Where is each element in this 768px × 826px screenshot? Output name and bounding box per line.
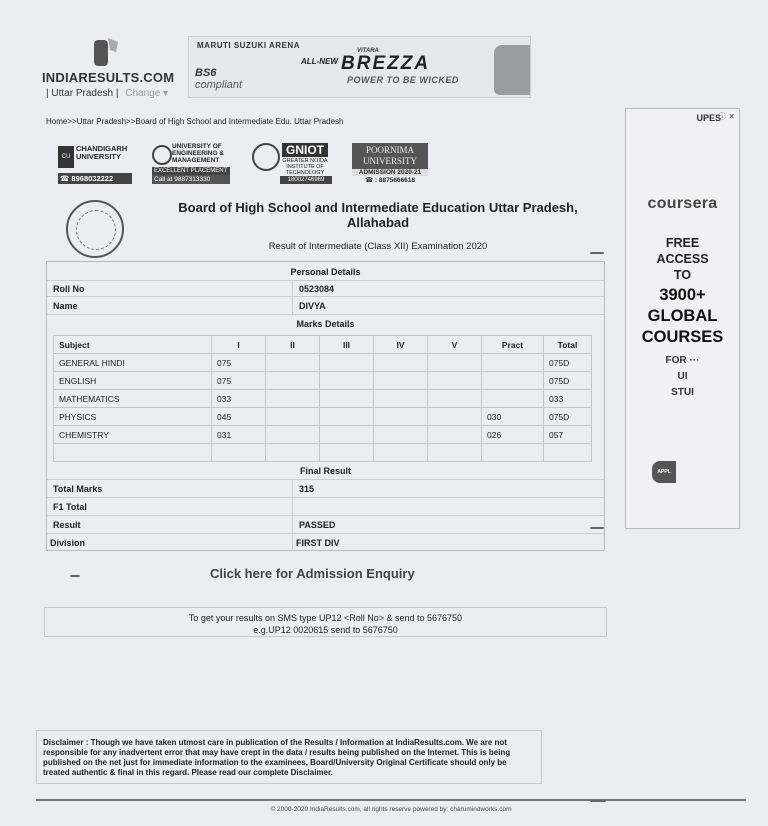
pract-cell [482,390,544,408]
total-cell: 075D [544,408,592,426]
subject-cell: ENGLISH [54,372,212,390]
uni-name: POORNIMA UNIVERSITY [352,143,428,169]
table-row [54,354,592,372]
roll-no-value: 0523084 [299,284,335,294]
final-result-heading: Final Result [299,466,351,476]
result-label: Result [53,520,81,530]
subject-cell: CHEMISTRY [54,426,212,444]
pract-cell: 026 [482,426,544,444]
change-region-link[interactable]: Change ▾ [125,88,169,99]
coursera-side-ad[interactable] [625,108,740,529]
uni-admission: ADMISSION 2020-21 [352,169,428,176]
ad-line: FREE [665,236,700,250]
mark-cell [320,426,374,444]
table-row-empty [54,444,592,462]
mark-cell [428,390,482,408]
mark-cell [266,372,320,390]
mark-cell [320,372,374,390]
divider [47,533,604,534]
ad-bs6: BS6 [195,67,217,79]
shield-icon: CU [58,146,74,168]
ad-line: UI [677,371,688,382]
mark-cell: 075 [212,372,266,390]
divider [292,280,293,314]
marks-header-row [54,336,592,354]
upes-logo: UPES [696,113,721,123]
uem-university-ad[interactable] [152,143,230,183]
board-title: Board of High School and Intermediate Education Uttar Pradesh, Allahabad [178,200,578,230]
ad-close-icon[interactable]: ⓘ ✕ [718,112,735,121]
mark-cell [428,426,482,444]
brezza-ad-banner[interactable] [188,36,531,98]
col-subject: Subject [54,336,212,354]
mark-cell [266,354,320,372]
sms-instruction: To get your results on SMS type UP12 <Roll No> & send to 5676750 [188,613,463,623]
ad-title: BREZZA [341,53,431,74]
mark-cell [374,390,428,408]
ad-apply-button[interactable]: APPL [652,461,676,483]
ad-vitara: VITARA [357,48,379,54]
mark-cell [266,390,320,408]
uni-subname: GREATER NOIDA INSTITUTE OF TECHNOLOGY [282,158,328,176]
ad-brand: MARUTI SUZUKI ARENA [197,41,300,50]
f1-total-label: F1 Total [53,502,87,512]
divider [47,515,604,516]
scan-mark [590,800,606,802]
total-cell: 075D [544,372,592,390]
subject-cell: PHYSICS [54,408,212,426]
uem-logo-icon [152,145,172,165]
uni-name: GNIOT [282,143,328,157]
ad-line: COURSES [641,328,724,346]
mark-cell: 033 [212,390,266,408]
ad-line: STUI [671,387,694,398]
total-marks-label: Total Marks [53,484,103,494]
uni-name: UNIVERSITY OF ENGINEERING & MANAGEMENT [172,143,225,164]
board-seal-icon [66,200,124,258]
result-panel [46,261,605,551]
footer-copyright: © 2000-2020 IndiaResults.com, all rights reserve powered by: charumindworks.com [270,806,512,813]
mark-cell [320,390,374,408]
division-label: Division [50,538,86,548]
mark-cell [428,354,482,372]
region-label: | Uttar Pradesh | [46,88,119,99]
divider [47,314,604,315]
indiaresults-logo-icon [92,34,120,74]
total-cell: 057 [544,426,592,444]
col-i: I [212,336,266,354]
uni-placement: EXCELLENT PLACEMENT [152,167,230,175]
ad-subtext [626,353,739,401]
col-ii: II [266,336,320,354]
mark-cell [374,372,428,390]
mark-cell: 031 [212,426,266,444]
mark-cell [374,354,428,372]
marks-table [53,335,592,462]
total-cell: 033 [544,390,592,408]
scan-mark [590,527,604,529]
divider [47,479,604,480]
car-image [494,45,530,95]
table-row [54,408,592,426]
mark-cell [266,426,320,444]
divider [47,280,604,281]
mark-cell: 045 [212,408,266,426]
scan-mark [70,575,80,577]
table-row [54,426,592,444]
poornima-university-ad[interactable] [352,143,428,183]
division-value: FIRST DIV [296,538,340,548]
uni-phone: ☎ : 8875666618 [364,177,416,184]
roll-no-label: Roll No [53,284,85,294]
name-value: DIVYA [299,301,326,311]
divider [47,497,604,498]
ad-line: ACCESS [656,252,709,266]
ad-line: TO [673,268,692,282]
result-value: PASSED [299,520,336,530]
mark-cell [320,408,374,426]
chandigarh-university-ad[interactable] [58,143,132,183]
col-iv: IV [374,336,428,354]
breadcrumb[interactable]: Home>>Uttar Pradesh>>Board of High School and Intermediate Edu. Uttar Pradesh [46,117,344,126]
uni-name: CHANDIGARH UNIVERSITY [76,144,128,161]
mark-cell [320,354,374,372]
pract-cell: 030 [482,408,544,426]
ad-line: 3900+ [659,286,706,304]
marks-details-heading: Marks Details [296,319,355,329]
col-total: Total [544,336,592,354]
mark-cell [266,408,320,426]
gniot-logo-icon [252,143,280,171]
ad-tagline: POWER TO BE WICKED [347,75,459,85]
subject-cell: GENERAL HINDI [54,354,212,372]
uni-phone: Call at 9887313330 [152,175,230,184]
name-label: Name [53,301,78,311]
mark-cell [428,408,482,426]
col-iii: III [320,336,374,354]
sms-example: e.g.UP12 0020615 send to 5676750 [253,625,398,635]
coursera-logo: coursera [647,195,718,212]
ad-all-new: ALL-NEW [301,57,338,66]
mark-cell [374,408,428,426]
mark-cell: 075 [212,354,266,372]
total-cell: 075D [544,354,592,372]
region-selector[interactable] [46,88,168,99]
admission-enquiry-link[interactable]: Click here for Admission Enquiry [210,566,415,581]
divider [292,479,293,551]
gniot-ad[interactable] [252,143,332,183]
pract-cell [482,354,544,372]
ad-courses-count [626,285,739,348]
divider [47,296,604,297]
ad-line: FOR ··· [665,355,700,366]
uni-phone: 18002746969 [280,176,332,184]
ad-compliant: compliant [195,79,243,91]
mark-cell [374,426,428,444]
col-pract: Pract [482,336,544,354]
scan-mark [590,252,604,254]
site-name[interactable]: INDIARESULTS.COM [42,70,175,85]
personal-details-heading: Personal Details [290,267,361,277]
uni-phone: ☎ 8968032222 [58,173,132,184]
ad-line: GLOBAL [647,307,718,325]
col-v: V [428,336,482,354]
table-row [54,390,592,408]
footer-divider [36,799,746,801]
table-row [54,372,592,390]
ad-free-access [626,235,739,283]
disclaimer-box: Disclaimer : Though we have taken utmost care in publication of the Results / Information at IndiaResults.com. We are not responsible for any inadvertent error that may have crept in the data / results being published on the Internet. This is being published on the net just for immediate information to the examinees, Board/University Original Certificate should only be treated authentic & final in this regard. Please read our complete Disclaimer. [36,730,542,784]
total-marks-value: 315 [299,484,315,494]
mark-cell [428,372,482,390]
exam-title: Result of Intermediate (Class XII) Examination 2020 [268,241,488,252]
pract-cell [482,372,544,390]
subject-cell: MATHEMATICS [54,390,212,408]
